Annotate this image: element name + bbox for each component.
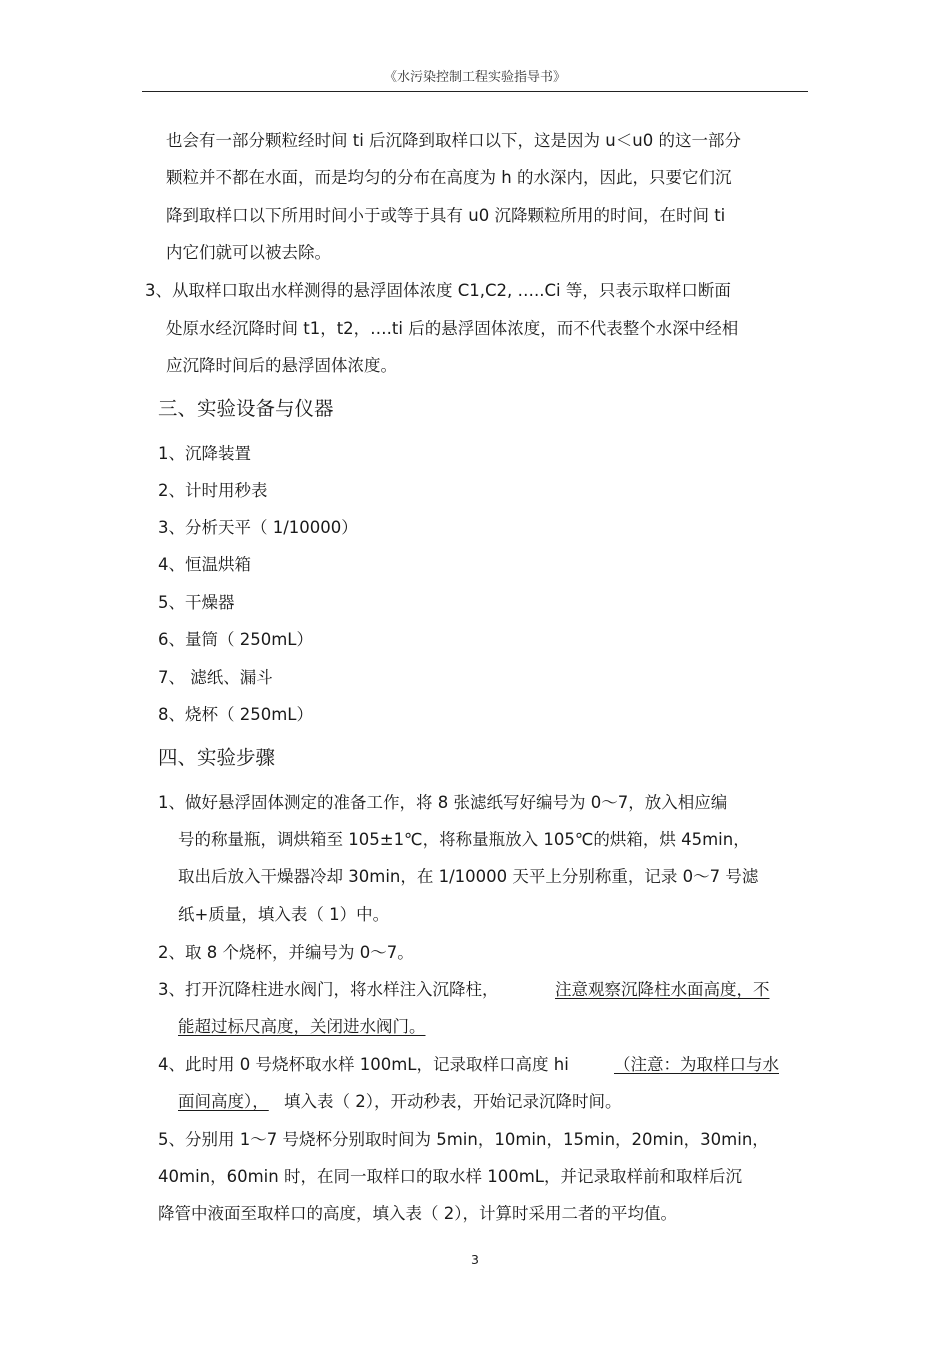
header-rule (142, 91, 808, 92)
list-item: 4、此时用 0 号烧杯取水样 100mL，记录取样口高度 hi (158, 1055, 569, 1074)
paragraph-line: 颗粒并不都在水面，而是均匀的分布在高度为 h 的水深内，因此，只要它们沉 (166, 168, 732, 187)
paragraph-line: 也会有一部分颗粒经时间 ti 后沉降到取样口以下，这是因为 u＜u0 的这一部分 (166, 131, 741, 150)
page-number: 3 (471, 1252, 479, 1267)
paragraph-line: 填入表（ 2），开动秒表，开始记录沉降时间。 (284, 1092, 622, 1111)
paragraph-line: 内它们就可以被去除。 (166, 243, 331, 262)
list-item: 3、从取样口取出水样测得的悬浮固体浓度 C1,C2, …..Ci 等，只表示取样口断面 (145, 281, 731, 300)
list-item: 3、分析天平（ 1/10000） (158, 518, 358, 537)
paragraph-line: 处原水经沉降时间 t1，t2，….ti 后的悬浮固体浓度，而不代表整个水深中经相 (166, 319, 739, 338)
underlined-note: 注意观察沉降柱水面高度，不 (555, 980, 770, 999)
underlined-note: 能超过标尺高度，关闭进水阀门。 (178, 1017, 426, 1036)
underlined-note: 面间高度）， (178, 1092, 269, 1111)
paragraph-line: 40min，60min 时，在同一取样口的取水样 100mL，并记录取样前和取样后沉 (158, 1167, 742, 1186)
list-item: 2、计时用秒表 (158, 481, 268, 500)
underlined-note: （注意：为取样口与水 (614, 1055, 779, 1074)
paragraph-line: 降到取样口以下所用时间小于或等于具有 u0 沉降颗粒所用的时间，在时间 ti (166, 206, 726, 225)
list-item: 1、沉降装置 (158, 444, 251, 463)
list-item: 8、烧杯（ 250mL） (158, 705, 314, 724)
list-item: 7、 滤纸、漏斗 (158, 668, 273, 687)
running-header: 《水污染控制工程实验指导书》 (383, 70, 566, 85)
paragraph-line: 降管中液面至取样口的高度，填入表（ 2），计算时采用二者的平均值。 (158, 1204, 677, 1223)
section-heading: 四、实验步骤 (158, 746, 276, 769)
list-item: 5、分别用 1～7 号烧杯分别取时间为 5min，10min，15min，20min，30min， (158, 1130, 769, 1149)
paragraph-line: 纸+质量，填入表（ 1）中。 (178, 905, 390, 924)
list-item: 1、做好悬浮固体测定的准备工作，将 8 张滤纸写好编号为 0～7，放入相应编 (158, 793, 728, 812)
list-item: 4、恒温烘箱 (158, 555, 251, 574)
list-item: 6、量筒（ 250mL） (158, 630, 314, 649)
list-item: 2、取 8 个烧杯，并编号为 0～7。 (158, 943, 414, 962)
paragraph-line: 取出后放入干燥器冷却 30min，在 1/10000 天平上分别称重，记录 0～7 号滤 (178, 867, 759, 886)
list-item: 5、干燥器 (158, 593, 235, 612)
section-heading: 三、实验设备与仪器 (158, 397, 334, 420)
list-item: 3、打开沉降柱进水阀门，将水样注入沉降柱， (158, 980, 499, 999)
paragraph-line: 应沉降时间后的悬浮固体浓度。 (166, 356, 397, 375)
paragraph-line: 号的称量瓶，调烘箱至 105±1℃，将称量瓶放入 105℃的烘箱，烘 45min， (178, 830, 750, 849)
